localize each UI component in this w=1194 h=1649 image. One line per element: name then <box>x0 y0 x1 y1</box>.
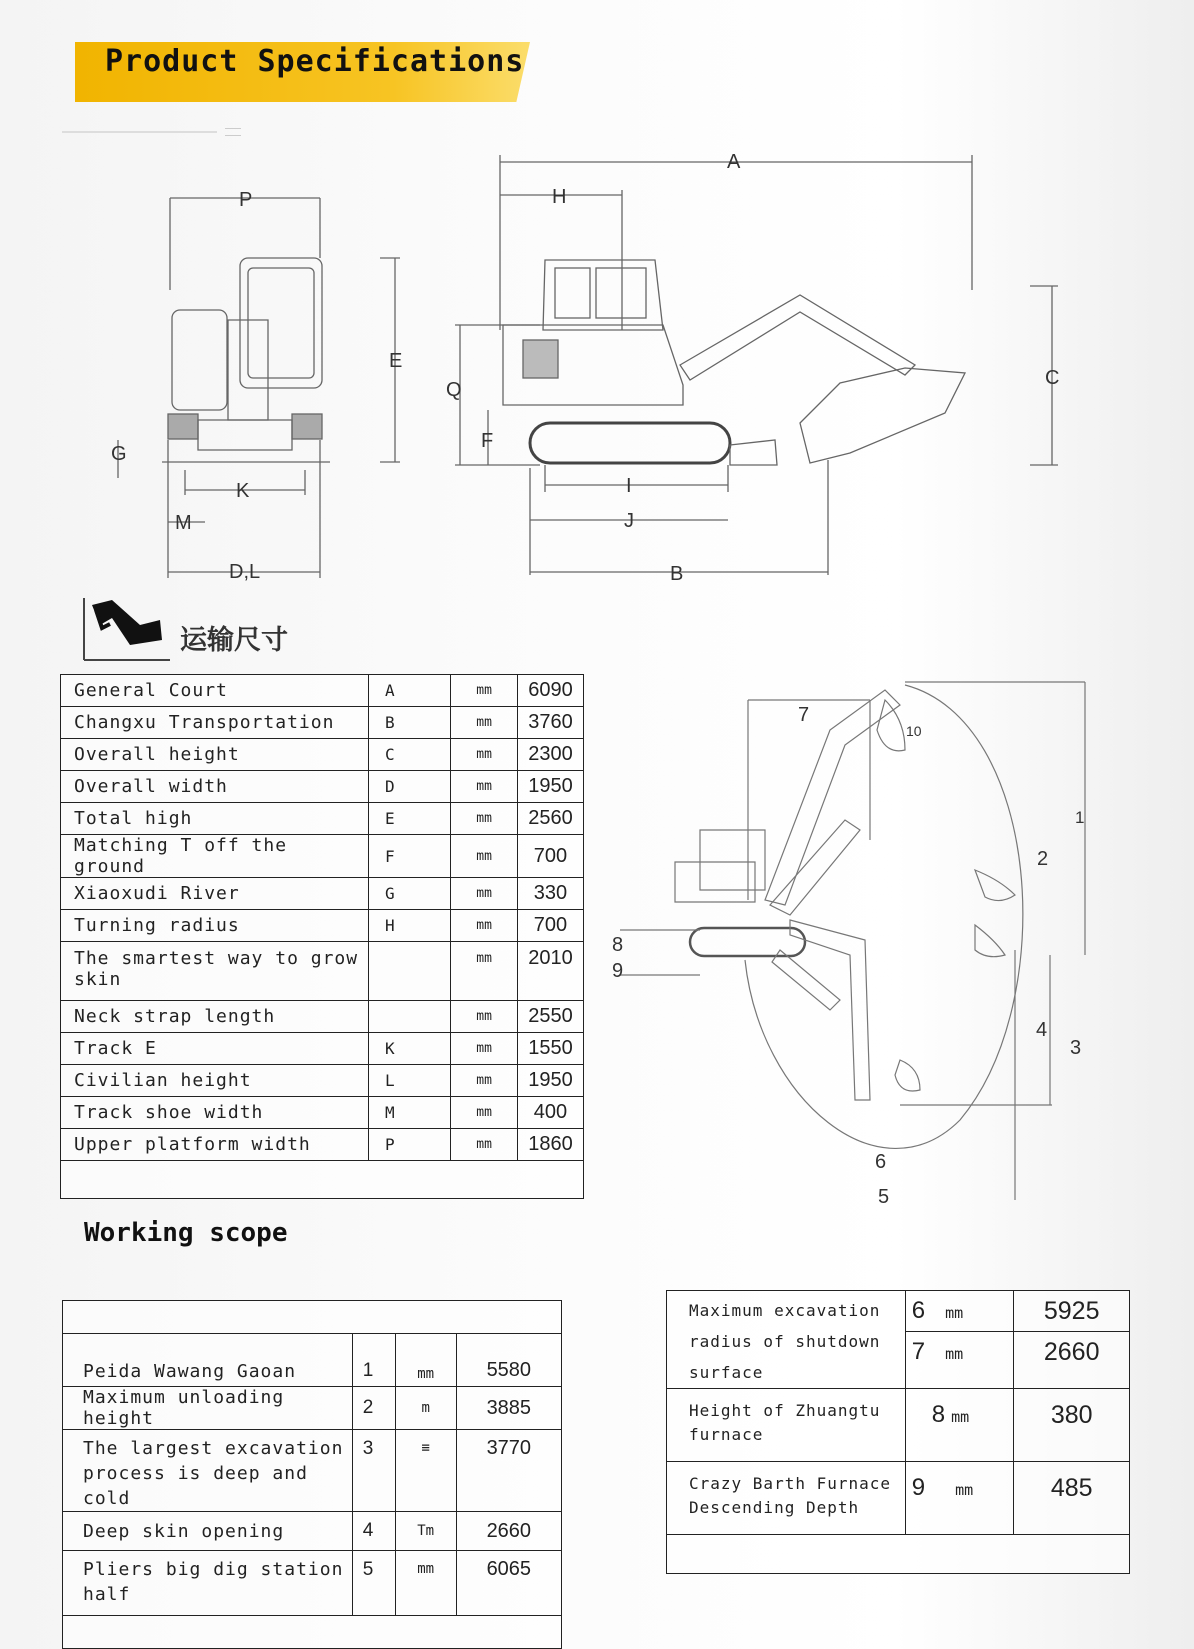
row-unit: mm <box>395 1551 456 1616</box>
row-name: Civilian height <box>61 1065 369 1097</box>
row-value: 3885 <box>456 1387 561 1430</box>
table-row <box>667 1462 1130 1535</box>
table-row <box>61 707 584 739</box>
row-code: C <box>368 739 450 771</box>
table-row <box>61 1001 584 1033</box>
excavator-icon <box>84 598 170 660</box>
row-value: 700 <box>517 835 583 878</box>
row-name: Track E <box>61 1033 369 1065</box>
range-label-1: 1 <box>1075 808 1085 827</box>
row-name: Overall width <box>61 771 369 803</box>
row-values <box>1014 1291 1130 1389</box>
table-row <box>61 835 584 878</box>
range-label-10: 10 <box>906 723 922 739</box>
row-name: Total high <box>61 803 369 835</box>
row-code: G <box>368 878 450 910</box>
row-code: 2 <box>352 1387 395 1430</box>
row-code: 4 <box>352 1512 395 1551</box>
row-unit: mm <box>451 803 518 835</box>
row-code <box>368 1001 450 1033</box>
row-value: 2660 <box>456 1512 561 1551</box>
range-label-5: 5 <box>878 1186 890 1208</box>
row-value: 1550 <box>517 1033 583 1065</box>
row-name: General Court <box>61 675 369 707</box>
row-code: K <box>368 1033 450 1065</box>
dim-label-A: A <box>727 151 741 173</box>
row-unit: mm <box>451 1065 518 1097</box>
row-value: 2660 <box>1043 1338 1100 1366</box>
table-row <box>61 878 584 910</box>
row-unit: Tm <box>395 1512 456 1551</box>
dim-label-P: P <box>239 189 253 211</box>
row-code: D <box>368 771 450 803</box>
row-unit: mm <box>451 1129 518 1161</box>
side-view-drawing <box>455 155 1058 575</box>
row-unit: mm <box>451 771 518 803</box>
row-value: 400 <box>517 1097 583 1129</box>
row-unit: mm <box>395 1334 456 1387</box>
row-value: 1950 <box>517 1065 583 1097</box>
row-unit: mm <box>451 1001 518 1033</box>
table-row-empty <box>667 1535 1130 1574</box>
row-code: 7 <box>911 1338 926 1365</box>
row-name: Turning radius <box>61 910 369 942</box>
row-unit: mm <box>451 835 518 878</box>
row-name: Height of Zhuangtu furnace <box>667 1389 906 1462</box>
row-unit: m <box>395 1387 456 1430</box>
row-name: Peida Wawang Gaoan <box>63 1334 353 1387</box>
dim-label-I: I <box>626 475 632 497</box>
table-row-empty <box>63 1616 562 1649</box>
row-name: Pliers big dig station half <box>63 1551 353 1616</box>
row-unit: mm <box>451 942 518 1001</box>
transport-dimensions-title: 运输尺寸 <box>180 625 288 656</box>
row-unit: ≡ <box>395 1430 456 1512</box>
working-scope-title: Working scope <box>84 1218 288 1248</box>
row-unit: mm <box>945 1345 964 1363</box>
row-name: Maximum unloading height <box>63 1387 353 1430</box>
row-code: H <box>368 910 450 942</box>
working-range-drawing <box>620 682 1085 1200</box>
row-code: A <box>368 675 450 707</box>
row-name: The largest excavation process is deep and cold <box>63 1430 353 1512</box>
table-row <box>63 1387 562 1430</box>
dim-label-C: C <box>1045 367 1060 389</box>
dim-label-F: F <box>481 430 494 452</box>
table-row <box>61 1065 584 1097</box>
row-code: E <box>368 803 450 835</box>
table-row <box>61 675 584 707</box>
row-unit: mm <box>951 1408 970 1426</box>
dim-label-H: H <box>552 186 567 208</box>
row-codes <box>905 1291 1014 1389</box>
row-codes <box>905 1462 1014 1535</box>
row-name: Matching T off the ground <box>61 835 369 878</box>
table-row <box>63 1551 562 1616</box>
row-value: 2300 <box>517 739 583 771</box>
row-code: 9 <box>911 1474 926 1501</box>
table-row <box>61 942 584 1001</box>
table-row <box>63 1334 562 1387</box>
row-code: P <box>368 1129 450 1161</box>
table-row <box>63 1430 562 1512</box>
row-code: F <box>368 835 450 878</box>
row-code: 3 <box>352 1430 395 1512</box>
dim-label-G: G <box>111 443 127 465</box>
range-label-3: 3 <box>1070 1037 1082 1059</box>
working-scope-table <box>62 1300 562 1649</box>
dim-label-J: J <box>624 510 634 532</box>
page-title: Product Specifications <box>105 44 525 79</box>
row-name: Changxu Transportation <box>61 707 369 739</box>
row-value: 700 <box>517 910 583 942</box>
dim-label-DL: D,L <box>229 561 261 583</box>
row-unit: mm <box>451 707 518 739</box>
range-label-7: 7 <box>798 704 810 726</box>
row-code <box>368 942 450 1001</box>
table-row <box>61 771 584 803</box>
table-row <box>667 1291 1130 1389</box>
row-value: 3760 <box>517 707 583 739</box>
table-row <box>61 803 584 835</box>
row-name: Crazy Barth Furnace Descending Depth <box>667 1462 906 1535</box>
row-name: The smartest way to grow skin <box>61 942 369 1001</box>
row-name: Overall height <box>61 739 369 771</box>
row-value: 6090 <box>517 675 583 707</box>
spec-table <box>60 674 584 1199</box>
dim-label-K: K <box>236 480 250 502</box>
row-value: 1860 <box>517 1129 583 1161</box>
row-name: Maximum excavation radius of shutdown surface <box>667 1291 906 1389</box>
row-code: 8 <box>931 1401 946 1428</box>
table-row <box>61 1129 584 1161</box>
row-value: 2560 <box>517 803 583 835</box>
range-label-6: 6 <box>875 1151 887 1173</box>
row-unit: mm <box>451 910 518 942</box>
row-value: 1950 <box>517 771 583 803</box>
row-unit: mm <box>451 1097 518 1129</box>
row-code: 6 <box>911 1297 926 1324</box>
dim-label-E: E <box>389 350 403 372</box>
row-unit: mm <box>451 739 518 771</box>
row-value: 5580 <box>456 1334 561 1387</box>
row-name: Deep skin opening <box>63 1512 353 1551</box>
row-unit: mm <box>945 1304 964 1322</box>
table-row <box>61 1033 584 1065</box>
table-row <box>667 1389 1130 1462</box>
dim-label-Q: Q <box>446 379 462 401</box>
row-value: 380 <box>1014 1389 1130 1462</box>
row-unit: mm <box>451 1033 518 1065</box>
row-codes <box>905 1389 1014 1462</box>
row-unit: mm <box>451 675 518 707</box>
row-value: 2550 <box>517 1001 583 1033</box>
row-value: 6065 <box>456 1551 561 1616</box>
range-label-4: 4 <box>1036 1019 1048 1041</box>
row-value: 330 <box>517 878 583 910</box>
row-name: Track shoe width <box>61 1097 369 1129</box>
table-row-empty <box>63 1301 562 1334</box>
row-code: L <box>368 1065 450 1097</box>
table-row <box>61 739 584 771</box>
row-unit: mm <box>955 1481 974 1499</box>
row-code: 5 <box>352 1551 395 1616</box>
front-view-drawing <box>118 198 403 578</box>
table-row <box>61 910 584 942</box>
table-row-empty <box>61 1161 584 1199</box>
row-code: M <box>368 1097 450 1129</box>
range-label-9: 9 <box>612 960 624 982</box>
table-row <box>63 1512 562 1551</box>
row-name: Upper platform width <box>61 1129 369 1161</box>
row-name: Neck strap length <box>61 1001 369 1033</box>
row-value: 2010 <box>517 942 583 1001</box>
row-value: 3770 <box>456 1430 561 1512</box>
table-row <box>61 1097 584 1129</box>
row-name: Xiaoxudi River <box>61 878 369 910</box>
row-value: 5925 <box>1013 1291 1130 1332</box>
range-label-2: 2 <box>1037 848 1049 870</box>
row-value: 485 <box>1014 1462 1130 1535</box>
row-code: B <box>368 707 450 739</box>
digging-range-table <box>666 1290 1130 1574</box>
dim-label-B: B <box>670 563 684 585</box>
row-code: 1 <box>352 1334 395 1387</box>
row-unit: mm <box>451 878 518 910</box>
dim-label-M: M <box>175 512 192 534</box>
range-label-8: 8 <box>612 934 624 956</box>
